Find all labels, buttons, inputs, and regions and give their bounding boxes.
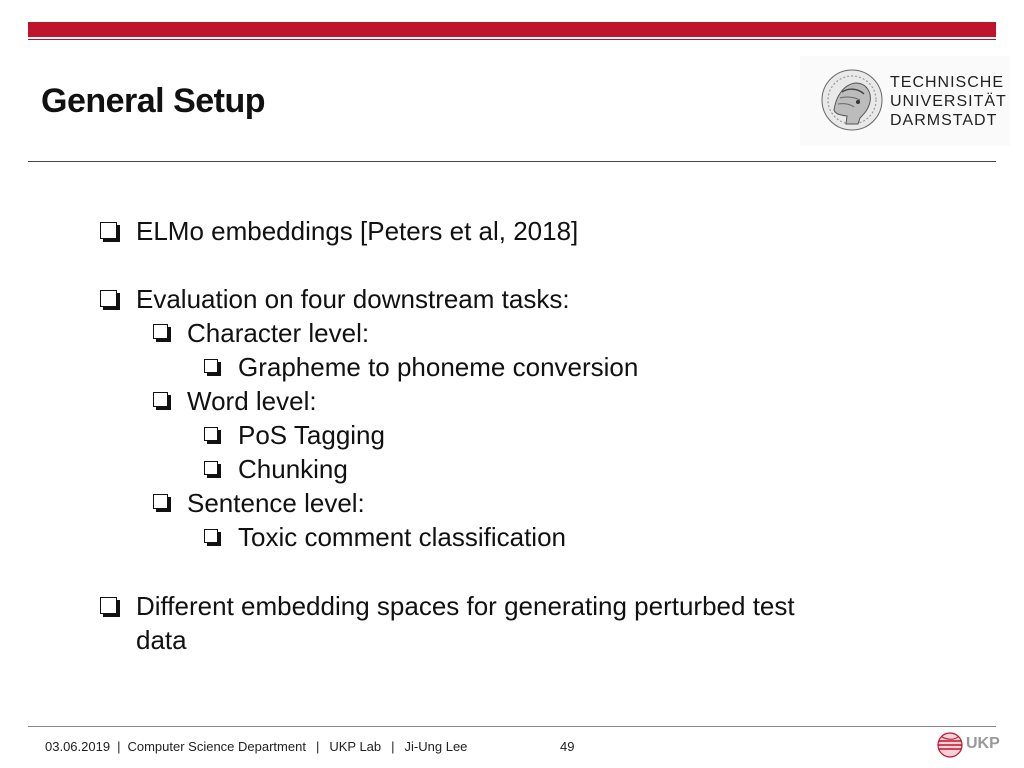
slide-title: General Setup [41,82,266,120]
checkbox-bullet-icon [204,427,218,441]
university-name-line1: TECHNISCHE [890,74,1005,91]
bullet-text: Toxic comment classification [238,522,566,552]
checkbox-bullet-icon [153,324,168,339]
bullet-text: Sentence level: [187,488,365,518]
ukp-logo-text: UKP [966,735,1000,752]
bullet-chunking [238,452,348,486]
footer-author: Ji-Ung Lee [404,739,468,754]
footer-lab: UKP Lab [329,739,382,754]
bullet-embedding-spaces [136,589,795,623]
footer-separator: | [315,739,320,754]
bullet-pos-tagging [238,418,385,452]
checkbox-bullet-icon [204,529,218,543]
footer [45,739,467,754]
bullet-text: Different embedding spaces for generating perturbed test [136,591,795,621]
university-name-line2: UNIVERSITÄT [890,93,1007,110]
ukp-globe-icon [936,731,964,759]
footer-divider [28,726,996,727]
checkbox-bullet-icon [153,392,168,407]
checkbox-bullet-icon [100,597,117,614]
bullet-text: ELMo embeddings [Peters et al, 2018] [136,216,579,246]
bullet-word-level [187,384,317,418]
bullet-text: data [136,625,187,655]
bullet-embedding-spaces-continuation [136,623,187,657]
bullet-text: PoS Tagging [238,420,385,450]
bullet-character-level [187,316,369,350]
footer-separator: | [117,739,121,754]
bullet-text: Character level: [187,318,370,348]
bullet-evaluation [136,282,570,316]
checkbox-bullet-icon [153,494,168,509]
footer-department: Computer Science Department [127,739,306,754]
checkbox-bullet-icon [204,359,218,373]
checkbox-bullet-icon [100,222,117,239]
checkbox-bullet-icon [204,461,218,475]
bullet-text: Chunking [238,454,348,484]
bullet-text: Word level: [187,386,317,416]
footer-date: 03.06.2019 [45,739,111,754]
footer-separator: | [391,739,395,754]
university-name-line3: DARMSTADT [890,112,998,129]
bullet-text: Evaluation on four downstream tasks: [136,284,570,314]
bullet-elmo [136,214,578,248]
checkbox-bullet-icon [100,290,117,307]
bullet-sentence-level [187,486,365,520]
bullet-text: Grapheme to phoneme conversion [238,352,639,382]
bullet-toxic-comment [238,520,566,554]
ukp-logo [936,731,998,759]
bullet-grapheme [238,350,638,384]
page-number: 49 [560,739,575,754]
